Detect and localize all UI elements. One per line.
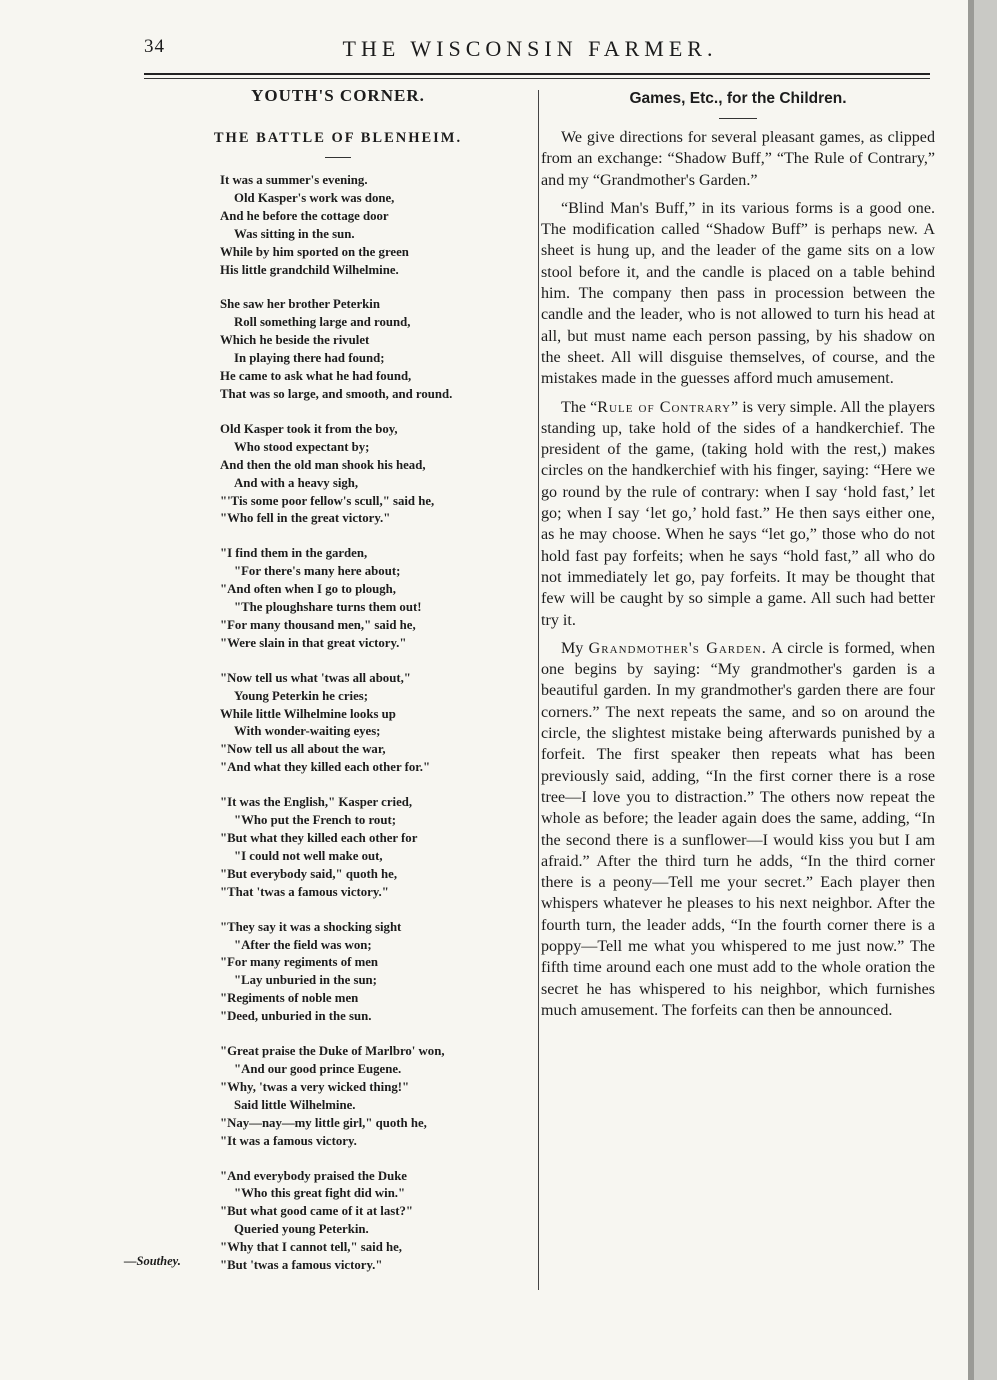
poem-line: "Great praise the Duke of Marlbro' won,	[220, 1044, 445, 1059]
section-title: YOUTH'S CORNER.	[251, 86, 425, 105]
poem-line: While little Wilhelmine looks up	[220, 706, 396, 721]
header-rule-thin	[144, 78, 930, 79]
article-paragraph	[541, 397, 935, 631]
poem-line: "They say it was a shocking sight	[220, 919, 402, 934]
poem-line: "Nay—nay—my little girl," quoth he,	[220, 1115, 427, 1130]
paragraph-text: A circle is formed, when one begins by saying: “My grandmother's garden is a beautiful garden. In my grandmother's garden there are four corners.” The next repeats the same, and so on around the circle, the slightest mistake being afterwards punished by a forfeit. The first speaker then repeats what has been previously said, adding, “In the first corner there is a rose tree—I love you to distraction.” The others now repeat the whole as before; the leader again does the same, adding, “In the second there is a sunflower—I would kiss you but I am afraid.” After the third turn he adds, “In the third corner there is a peony—Tell me your secret.” Each player then whispers whatever he pleases to his next neighbor. After the fourth turn, the leader adds, “In the fourth corner there is a poppy—Tell me what you whispered to me just now.” The fifth time around each one must add to the whole oration the secret he has whispered to his neighbor, which furnishes much amusement. The forfeits can then be announced.	[541, 639, 935, 1019]
poem-stanza	[220, 545, 528, 652]
poem-line: Roll something large and round,	[234, 315, 411, 330]
poem-line: "But what they killed each other for	[220, 831, 418, 845]
poem-title-rule	[325, 157, 351, 158]
poem-line: She saw her brother Peterkin	[220, 297, 380, 312]
right-column	[541, 86, 935, 1028]
header-rule	[144, 73, 930, 75]
poem-attribution: —Southey.	[124, 1254, 181, 1268]
poem-line: It was a summer's evening.	[220, 173, 368, 187]
poem-line: "After the field was won;	[234, 937, 372, 952]
poem-line: "And our good prince Eugene.	[234, 1061, 402, 1076]
poem-line: "Now tell us what 'twas all about,"	[220, 670, 411, 685]
poem-line: "Deed, unburied in the sun.	[220, 1009, 372, 1024]
poem-line: "It was the English," Kasper cried,	[220, 795, 413, 810]
poem-line: With wonder-waiting eyes;	[234, 724, 381, 739]
poem-title: THE BATTLE OF BLENHEIM.	[213, 130, 463, 146]
article-paragraph: We give directions for several pleasant games, as clipped from an exchange: “Shadow Buff,” “The Rule of Contrary,” and my “Grandmother's Garden.”	[541, 129, 935, 189]
poem-line: Said little Wilhelmine.	[234, 1097, 356, 1112]
poem-line: "'Tis some poor fellow's scull," said he,	[220, 493, 435, 508]
poem-line: "Now tell us all about the war,	[220, 742, 386, 757]
poem-line: "I find them in the garden,	[220, 546, 368, 561]
poem-line: While by him sported on the green	[220, 244, 409, 259]
game-name: Grandmother's Garden.	[588, 639, 767, 657]
poem-stanza	[220, 421, 528, 528]
poem-line: "For many regiments of men	[220, 955, 379, 970]
poem-line: That was so large, and smooth, and round.	[220, 386, 453, 401]
poem-line: "The ploughshare turns them out!	[234, 600, 422, 615]
poem-line: "I could not well make out,	[234, 848, 383, 863]
poem-line: Was sitting in the sun.	[234, 226, 355, 241]
poem-stanza	[220, 670, 528, 777]
poem-line: Young Peterkin he cries;	[234, 688, 368, 703]
poem-line: "Who fell in the great victory."	[220, 511, 391, 526]
poem-line: "That 'twas a famous victory."	[220, 884, 389, 899]
left-column	[148, 86, 528, 1292]
poem-line: Old Kasper's work was done,	[234, 190, 395, 205]
poem-stanza	[220, 296, 528, 403]
poem-line: Which he beside the rivulet	[220, 333, 370, 348]
poem-line: Queried young Peterkin.	[234, 1222, 369, 1237]
paragraph-lead: My	[561, 639, 589, 657]
poem-line: And then the old man shook his head,	[220, 457, 426, 472]
poem-line: "Lay unburied in the sun;	[234, 973, 377, 988]
article-paragraph: “Blind Man's Buff,” in its various forms is a good one. The modification called “Shadow Buff” is perhaps new. A sheet is hung up, and the leader of the game sits on a low stool before it, and the candle is placed on a table behind him. The company then pass in procession between the candle and the leader, who is not allowed to turn his head at all, but must name each person passing, by his shadow on the sheet. All will disguise themselves, of course, and the mistakes made in the guesses afford much amusement.	[541, 199, 935, 388]
poem-line: "Regiments of noble men	[220, 991, 359, 1006]
column-divider	[538, 90, 539, 1290]
page-number: 34	[144, 36, 165, 57]
poem-line: "For there's many here about;	[234, 564, 401, 579]
masthead-title: THE WISCONSIN FARMER.	[342, 36, 718, 61]
poem-line: "But 'twas a famous victory."	[220, 1258, 383, 1273]
article-title: Games, Etc., for the Children.	[629, 90, 847, 107]
poem-line: "And what they killed each other for."	[220, 760, 431, 775]
poem-line: Old Kasper took it from the boy,	[220, 421, 398, 436]
poem-line: "Who this great fight did win."	[234, 1186, 406, 1201]
poem-stanza	[220, 172, 528, 279]
poem-body	[220, 172, 528, 1275]
poem-line: In playing there had found;	[234, 351, 385, 366]
poem-stanza	[220, 794, 528, 901]
article-paragraph	[541, 638, 935, 1021]
poem-line: "And often when I go to plough,	[220, 582, 396, 597]
page-edge-background	[974, 0, 997, 1380]
poem-line: "And everybody praised the Duke	[220, 1168, 407, 1183]
poem-line: "Why that I cannot tell," said he,	[220, 1240, 403, 1255]
paragraph-lead: The “	[561, 398, 598, 416]
game-name: Rule of Contrary	[597, 398, 732, 416]
poem-stanza	[220, 1043, 528, 1150]
poem-stanza	[220, 1168, 528, 1275]
poem-line: "Were slain in that great victory."	[220, 635, 407, 650]
poem-line: And with a heavy sigh,	[234, 475, 359, 490]
poem-stanza	[220, 919, 528, 1026]
poem-line: "It was a famous victory.	[220, 1133, 357, 1148]
poem-line: And he before the cottage door	[220, 208, 389, 223]
paragraph-text: ” is very simple. All the players standing up, take hold of the sides of a handkerchief. The president of the game, (taking hold with the rest,) makes circles on the handkerchief with his finger, saying: “Here we go round by the rule of contrary: when I say ‘hold fast,’ let go; when I say ‘let go,’ hold fast.” He then says either one, as he may choose. When he says “let go,” those who do not hold fast pay forfeits; when he says “hold fast,” all who do not immediately let go, pay forfeits. It may be thought that few will be caught by so simple a game. All such had better try it.	[541, 398, 935, 629]
poem-line: "For many thousand men," said he,	[220, 617, 416, 632]
poem-line: "Who put the French to rout;	[234, 813, 396, 828]
poem-line: "Why, 'twas a very wicked thing!"	[220, 1079, 410, 1094]
poem-line: "But everybody said," quoth he,	[220, 866, 398, 881]
poem-line: Who stood expectant by;	[234, 439, 370, 454]
article-title-rule	[719, 118, 757, 119]
poem-line: His little grandchild Wilhelmine.	[220, 262, 399, 277]
poem-line: He came to ask what he had found,	[220, 369, 412, 384]
poem-line: "But what good came of it at last?"	[220, 1204, 413, 1219]
